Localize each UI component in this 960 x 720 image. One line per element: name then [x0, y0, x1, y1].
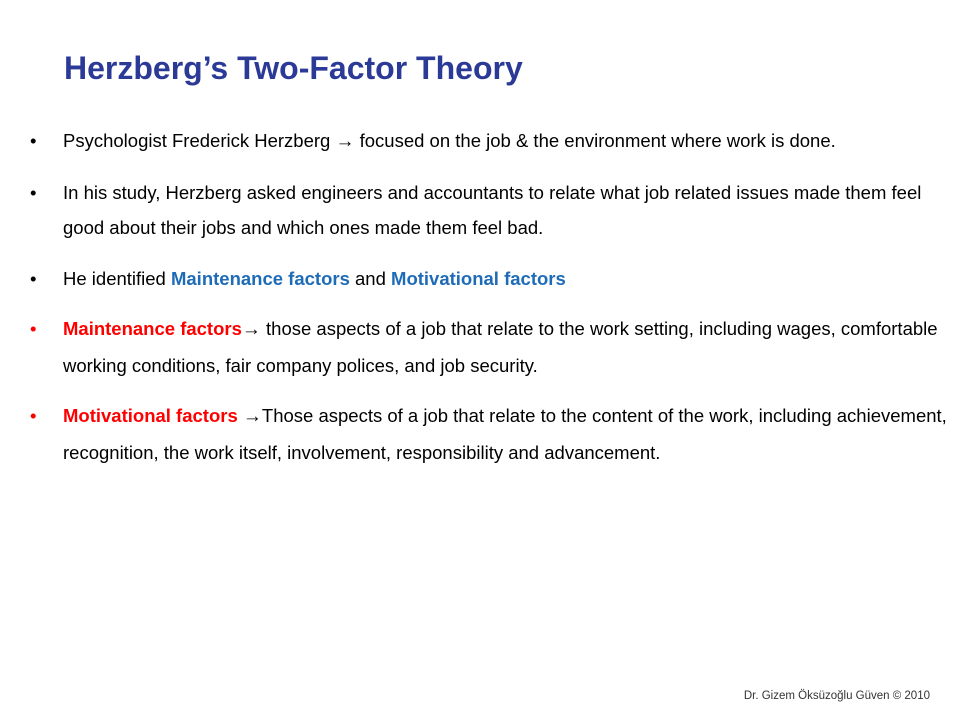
bullet-item-study: [30, 175, 950, 246]
bullet-marker: •: [30, 318, 37, 339]
definition-maintenance-factors: those aspects of a job that relate to the work setting, including wages, comfortable working conditions, fair company polices, and job security.: [63, 318, 938, 376]
bullet-text-identified: He identified: [63, 267, 171, 289]
bullet-item-herzberg-focus: [30, 123, 950, 160]
keyword-maintenance-factors: Maintenance factors: [170, 267, 350, 289]
bullet-list: [30, 123, 950, 485]
arrow-right-icon: →: [242, 406, 262, 427]
term-motivational-factors: Motivational factors: [63, 405, 243, 426]
bullet-marker: •: [30, 267, 37, 289]
definition-motivational-factors: Those aspects of a job that relate to the content of the work, including achievement, recognition, the work itself, involvement, responsibility and advancement.: [63, 405, 947, 463]
slide-title: Herzberg’s Two-Factor Theory: [64, 50, 523, 86]
bullet-text-and: and: [349, 267, 392, 289]
bullet-text-intro: Psychologist Frederick Herzberg: [63, 130, 336, 151]
bullet-marker: •: [30, 405, 37, 426]
bullet-text-study: In his study, Herzberg asked engineers and accountants to relate what job related issues made them feel good about their jobs and which ones made them feel bad.: [63, 181, 922, 238]
bullet-item-identified: [30, 261, 950, 297]
bullet-marker: •: [30, 181, 37, 203]
arrow-right-icon: →: [335, 131, 355, 152]
bullet-item-maintenance-definition: [30, 311, 950, 383]
bullet-item-motivational-definition: [30, 398, 950, 470]
arrow-right-icon: →: [241, 319, 261, 340]
term-maintenance-factors: Maintenance factors: [63, 318, 242, 339]
bullet-marker: •: [30, 130, 37, 151]
keyword-motivational-factors: Motivational factors: [391, 267, 566, 289]
footer-credit: Dr. Gizem Öksüzoğlu Güven © 2010: [743, 690, 930, 702]
bullet-text-focus: focused on the job & the environment where work is done.: [354, 130, 836, 151]
